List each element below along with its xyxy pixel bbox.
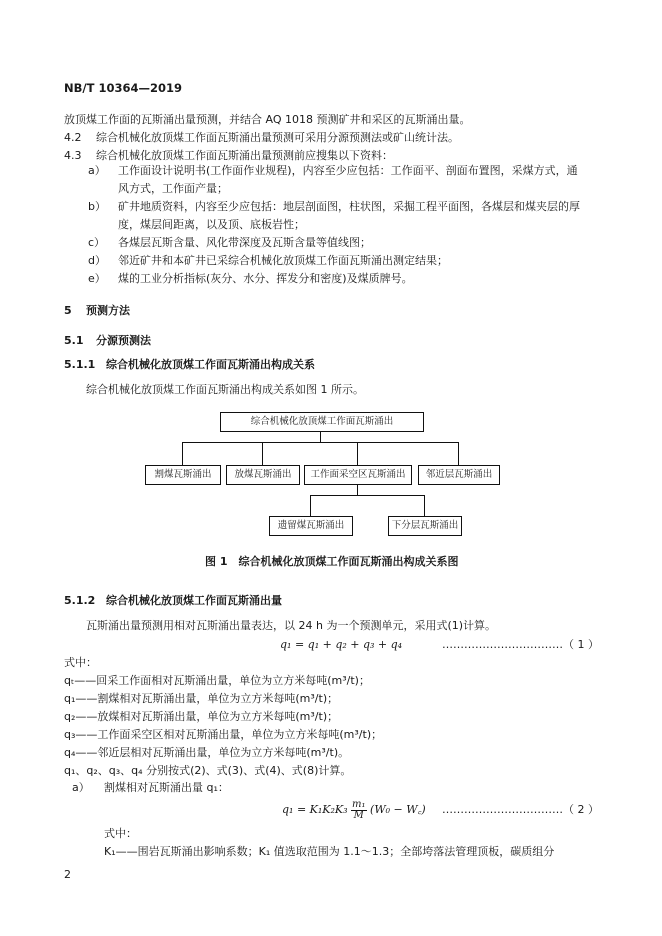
list-item-cont: 风方式，工作面产量； bbox=[118, 182, 228, 195]
symbol-definition: q₃——工作面采空区相对瓦斯涌出量，单位为立方米每吨(m³/t)； bbox=[64, 728, 383, 741]
formula-2 bbox=[282, 797, 426, 823]
clause-title: 综合机械化放顶煤工作面瓦斯涌出量 bbox=[106, 594, 282, 607]
symbol-definition: q₄——邻近层相对瓦斯涌出量，单位为立方米每吨(m³/t)。 bbox=[64, 746, 350, 759]
node-adjacent: 邻近层瓦斯涌出 bbox=[418, 465, 500, 485]
connector bbox=[182, 442, 183, 465]
list-label: d） bbox=[88, 254, 106, 267]
node-goaf: 工作面采空区瓦斯涌出 bbox=[304, 465, 412, 485]
connector bbox=[310, 495, 311, 516]
list-item: 割煤相对瓦斯涌出量 q₁： bbox=[104, 781, 229, 794]
fraction bbox=[351, 800, 367, 821]
clause-text: 综合机械化放顶煤工作面瓦斯涌出量预测可采用分源预测法或矿山统计法。 bbox=[96, 131, 459, 144]
list-label: e） bbox=[88, 272, 106, 285]
list-label: b） bbox=[88, 200, 106, 213]
node-lower-slice: 下分层瓦斯涌出 bbox=[388, 516, 462, 536]
paragraph: 综合机械化放顶煤工作面瓦斯涌出构成关系如图 1 所示。 bbox=[86, 383, 364, 396]
clause-number: 5.1.2 bbox=[64, 594, 96, 607]
symbol-definition: q₂——放煤相对瓦斯涌出量，单位为立方米每吨(m³/t)； bbox=[64, 710, 339, 723]
clause-number: 4.2 bbox=[64, 131, 82, 144]
connector bbox=[357, 484, 358, 495]
fraction-denominator: M bbox=[353, 809, 364, 821]
fraction-numerator: m₁ bbox=[352, 798, 366, 810]
root-node: 综合机械化放顶煤工作面瓦斯涌出 bbox=[220, 412, 424, 432]
formula-2-left: q₁ = K₁K₂K₃ bbox=[282, 803, 348, 816]
paragraph: 瓦斯涌出量预测用相对瓦斯涌出量表达，以 24 h 为一个预测单元，采用式(1)计算。 bbox=[86, 619, 497, 632]
equation-number: ……………………………（ 2 ） bbox=[442, 803, 599, 816]
list-item: 矿井地质资料，内容至少应包括：地层剖面图，柱状图，采掘工程平面图，各煤层和煤夹层的厚 bbox=[118, 200, 580, 213]
paragraph: 放顶煤工作面的瓦斯涌出量预测，并结合 AQ 1018 预测矿井和采区的瓦斯涌出量。 bbox=[64, 113, 471, 126]
formula-1: q₁ = q₁ + q₂ + q₃ + q₄ bbox=[280, 638, 403, 651]
connector bbox=[262, 442, 263, 465]
standard-number: NB/T 10364—2019 bbox=[64, 81, 182, 95]
symbol-definition: qₜ——回采工作面相对瓦斯涌出量，单位为立方米每吨(m³/t)； bbox=[64, 674, 370, 687]
list-label: c） bbox=[88, 236, 106, 249]
clause-number: 5.1.1 bbox=[64, 358, 96, 371]
page-number: 2 bbox=[64, 868, 71, 881]
list-item: 工作面设计说明书(工作面作业规程)，内容至少应包括：工作面平、剖面布置图，采煤方式，通 bbox=[118, 164, 578, 177]
list-label: a） bbox=[72, 781, 90, 794]
clause-title: 综合机械化放顶煤工作面瓦斯涌出构成关系 bbox=[106, 358, 315, 371]
where-label: 式中： bbox=[104, 827, 137, 840]
connector bbox=[310, 495, 424, 496]
list-item: 煤的工业分析指标(灰分、水分、挥发分和密度)及煤质牌号。 bbox=[118, 272, 413, 285]
section-title: 预测方法 bbox=[86, 304, 130, 317]
connector bbox=[458, 442, 459, 465]
node-residual-coal: 遗留煤瓦斯涌出 bbox=[269, 516, 353, 536]
node-caving: 放煤瓦斯涌出 bbox=[226, 465, 300, 485]
connector bbox=[357, 442, 358, 465]
figure-caption: 图 1 综合机械化放顶煤工作面瓦斯涌出构成关系图 bbox=[205, 555, 459, 568]
symbol-definition: K₁——围岩瓦斯涌出影响系数；K₁ 值选取范围为 1.1～1.3；全部垮落法管理顶板，碳质组分 bbox=[104, 845, 555, 858]
list-item: 邻近矿井和本矿井已采综合机械化放顶煤工作面瓦斯涌出测定结果； bbox=[118, 254, 448, 267]
list-item-cont: 度，煤层间距离，以及顶、底板岩性； bbox=[118, 218, 305, 231]
connector bbox=[320, 431, 321, 442]
symbol-definition: q₁——割煤相对瓦斯涌出量，单位为立方米每吨(m³/t)； bbox=[64, 692, 339, 705]
list-label: a） bbox=[88, 164, 106, 177]
clause-text: 综合机械化放顶煤工作面瓦斯涌出量预测前应搜集以下资料： bbox=[96, 149, 393, 162]
section-number: 5 bbox=[64, 304, 72, 317]
node-cutting: 割煤瓦斯涌出 bbox=[145, 465, 221, 485]
connector bbox=[182, 442, 458, 443]
calculation-note: q₁、q₂、q₃、q₄ 分别按式(2)、式(3)、式(4)、式(8)计算。 bbox=[64, 764, 352, 777]
clause-number: 5.1 bbox=[64, 334, 84, 347]
equation-number: ……………………………（ 1 ） bbox=[442, 638, 599, 651]
clause-number: 4.3 bbox=[64, 149, 82, 162]
clause-title: 分源预测法 bbox=[96, 334, 151, 347]
formula-2-right: (W₀ − W꜀) bbox=[370, 803, 426, 816]
list-item: 各煤层瓦斯含量、风化带深度及瓦斯含量等值线图； bbox=[118, 236, 371, 249]
where-label: 式中： bbox=[64, 656, 97, 669]
connector bbox=[424, 495, 425, 516]
